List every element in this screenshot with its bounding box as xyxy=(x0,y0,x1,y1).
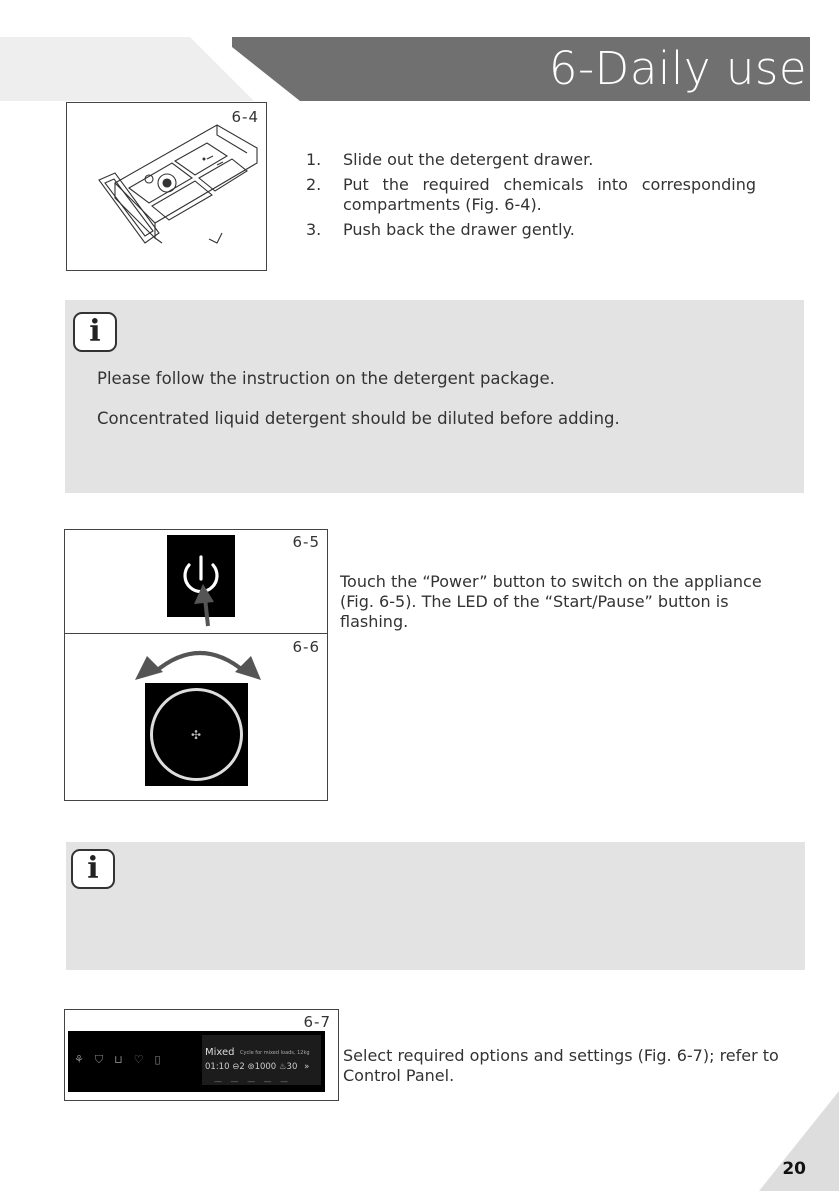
info-icon: i xyxy=(71,849,115,889)
figure-label: 6-5 xyxy=(292,533,320,551)
control-panel-display xyxy=(68,1031,325,1092)
info-icon: i xyxy=(73,312,117,352)
figure-label: 6-6 xyxy=(292,638,320,656)
page-number: 20 xyxy=(782,1159,806,1179)
program-readout: 01:10 ⊖2 ⊚1000 ♨30 » xyxy=(205,1062,310,1072)
panel-icons: ⚘⛉⊔♡▯ xyxy=(74,1053,172,1066)
select-instruction: Select required options and settings (Fig. 6-7); refer to Control Panel. xyxy=(343,1046,779,1085)
figure-6-4 xyxy=(66,102,267,271)
list-item: 1. Slide out the detergent drawer. xyxy=(306,150,594,169)
progress-dashes: — — — — — xyxy=(214,1077,292,1086)
rotate-arrows-icon xyxy=(135,638,265,683)
info-box xyxy=(66,842,805,970)
knob-illustration xyxy=(145,683,248,786)
figure-label: 6-4 xyxy=(231,108,259,126)
info-box xyxy=(65,300,804,493)
steps-list xyxy=(306,150,756,245)
figure-6-5-6-6 xyxy=(64,529,328,801)
program-screen xyxy=(202,1035,321,1085)
program-name: Mixed xyxy=(205,1047,235,1058)
list-item: 2. Put the required chemicals into corresponding compartments (Fig. 6-4). xyxy=(306,175,756,214)
detergent-drawer-illustration xyxy=(67,103,266,270)
info-text-2: Concentrated liquid detergent should be diluted before adding. xyxy=(97,409,620,428)
power-instruction: Touch the “Power” button to switch on the appliance (Fig. 6-5). The LED of the “Start/Pause” button is flashing. xyxy=(340,572,762,631)
page-title: 6-Daily use xyxy=(548,42,807,95)
figure-6-7 xyxy=(64,1009,339,1101)
list-item: 3. Push back the drawer gently. xyxy=(306,220,575,239)
figure-label: 6-7 xyxy=(303,1013,331,1031)
knob-center-icon: ✣ xyxy=(191,728,202,742)
info-text-1: Please follow the instruction on the detergent package. xyxy=(97,369,555,388)
program-desc: Cycle for mixed loads, 12kg xyxy=(240,1050,310,1056)
divider xyxy=(65,633,327,634)
arrow-up-icon xyxy=(185,580,235,630)
